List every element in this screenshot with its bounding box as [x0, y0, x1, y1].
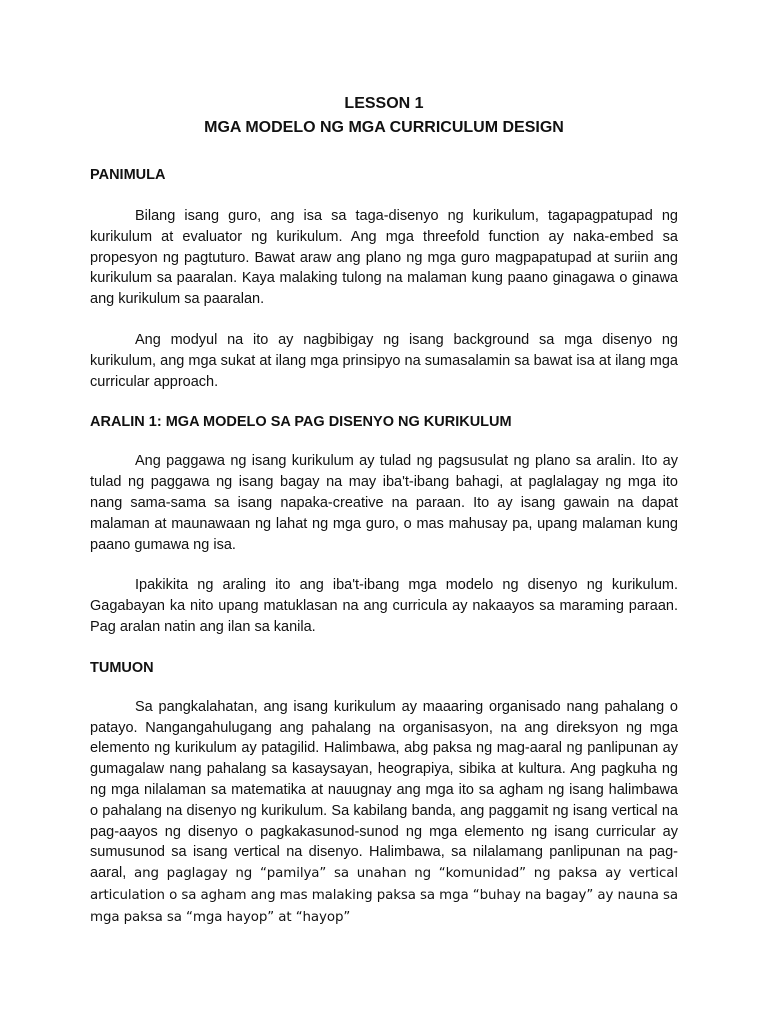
panimula-paragraph-2: Ang modyul na ito ay nagbibigay ng isang background sa mga disenyo ng kurikulum, ang mga sukat at ilang mga prinsipyo na sumasalamin sa bawat isa at ilang mga curricular approach. — [90, 331, 678, 390]
page-title: MGA MODELO NG MGA CURRICULUM DESIGN — [204, 119, 564, 136]
aralin-paragraph-1: Ang paggawa ng isang kurikulum ay tulad ng pagsusulat ng plano sa aralin. Ito ay tulad ng paggawa ng isang bagay na may iba't-ibang bahagi, at paglalagay ng mga ito nang sama-sama sa isang napaka-creative na paraan. Ito ay isang gawain na dapat malaman at maunawaan ng lahat ng mga guro, o mas mahusay pa, upang malaman kung paano gumawa ng isa. — [90, 453, 678, 553]
section-heading-aralin: ARALIN 1: MGA MODELO SA PAG DISENYO NG KURIKULUM — [90, 414, 512, 431]
panimula-paragraph-1: Bilang isang guro, ang isa sa taga-disenyo ng kurikulum, tagapagpatupad ng kurikulum at evaluator ng kurikulum. Ang mga threefold function ay naka-embed sa propesyon ng pagtuturo. Bawat araw ang plano ng mga guro magpapatupad at suriin ang kurikulum sa paaralan. Kaya malaking tulong na malaman kung paano ginagawa o ginawa ang kurikulum sa paaralan. — [90, 208, 678, 308]
aralin-paragraph-2: Ipakikita ng araling ito ang iba't-ibang mga modelo ng disenyo ng kurikulum. Gagabayan ka nito upang matuklasan na ang curricula ay nakaayos sa maraming paraan. Pag aralan natin ang ilan sa kanila. — [90, 577, 678, 635]
lesson-label: LESSON 1 — [344, 95, 424, 112]
document-page — [90, 92, 678, 929]
tumuon-paragraph — [90, 697, 678, 929]
section-heading-panimula: PANIMULA — [90, 167, 166, 183]
tumuon-paragraph-main: Sa pangkalahatan, ang isang kurikulum ay maaaring organisado nang pahalang o patayo. Nangangahulugang ang pahalang na organisasyon, na ang direksyon ng mga elemento ng kurikulum ay patagilid. Halimbawa, abg paksa ng mag-aaral ng panlipunan ay gumagalaw nang pahalang sa kasaysayan, heograpiya, sibika at kultura. Ang pagkuha ng ng mga nilalaman sa matematika at nauugnay ang mga ito sa agham ng isang halimbawa o pahalang na disenyo ng kurikulum. Sa kabilang banda, ang paggamit ng isang vertical na pag-aayos ng disenyo o pagkakasunod-sunod ng mga elemento ng isang curricular ay sumusunod sa isang vertical na disenyo. Halimbawa, sa nilalamang panlipunan na pag-aaral, — [90, 698, 678, 882]
section-heading-tumuon: TUMUON — [90, 659, 154, 676]
tumuon-paragraph-tail: ang paglagay ng “pamilya” sa unahan ng “komunidad” ng paksa ay vertical articulation o sa agham ang mas malaking paksa sa mga “buhay na bagay” ay nauna sa mga paksa sa “mga hayop” at “hayop” — [90, 866, 678, 925]
